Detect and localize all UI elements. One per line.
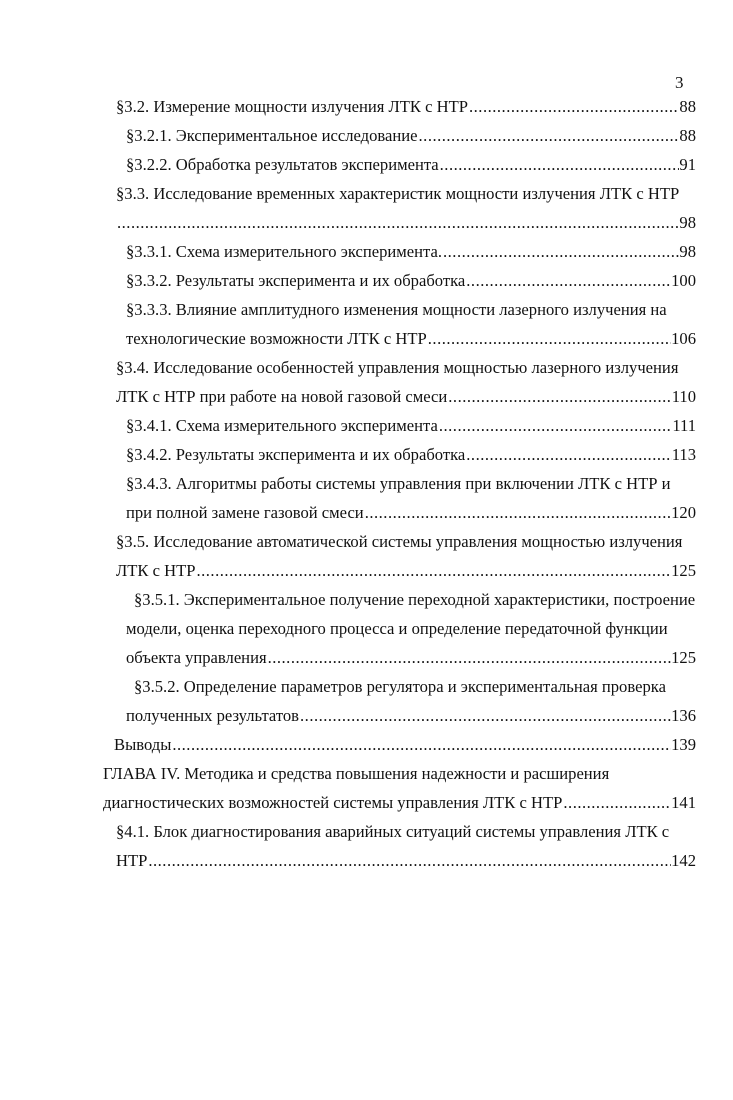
- toc-entry-3-5[interactable]: [116, 559, 696, 583]
- toc-leader-dots: [418, 124, 680, 148]
- toc-leader-dots: [116, 211, 679, 235]
- toc-entry-3-5-1[interactable]: [126, 646, 696, 670]
- toc-entry-page: 106: [671, 329, 696, 348]
- toc-entry-3-3-3-title[interactable]: §3.3.3. Влияние амплитудного изменения мощности лазерного излучения на: [126, 300, 667, 319]
- toc-entry-title: §3.2. Измерение мощности излучения ЛТК с НТР: [116, 97, 468, 116]
- toc-entry-page: 136: [671, 706, 696, 725]
- toc-leader-dots: [171, 733, 671, 757]
- toc-entry-page: 139: [671, 735, 696, 754]
- toc-leader-dots: [267, 646, 672, 670]
- toc-leader-dots: [447, 385, 671, 409]
- toc-entry-3-3-2[interactable]: [126, 269, 696, 293]
- toc-entry-3-3-1[interactable]: [126, 240, 696, 264]
- toc-entry-chapter-4-title[interactable]: ГЛАВА IV. Методика и средства повышения надежности и расширения: [103, 764, 610, 783]
- toc-leader-dots: [465, 269, 671, 293]
- toc-entry-title-cont: ЛТК с НТР при работе на новой газовой смеси: [116, 387, 448, 406]
- toc-entry-3-4-title[interactable]: §3.4. Исследование особенностей управления мощностью лазерного излучения: [116, 358, 679, 377]
- toc-entry-3-4-3[interactable]: [126, 501, 696, 525]
- toc-entry-3-2-1[interactable]: [126, 124, 696, 148]
- page-number: 3: [675, 73, 684, 92]
- toc-entry-chapter-4[interactable]: [103, 791, 696, 815]
- toc-entry-title-cont: НТР: [116, 851, 148, 870]
- toc-entry-3-4-1[interactable]: [126, 414, 696, 438]
- toc-leader-dots: [195, 559, 671, 583]
- toc-leader-dots: [438, 414, 672, 438]
- toc-entry-3-5-2[interactable]: [126, 704, 696, 728]
- toc-entry-page: 125: [671, 648, 696, 667]
- toc-entry-3-5-title[interactable]: §3.5. Исследование автоматической системы управления мощностью излучения: [116, 532, 683, 551]
- toc-entry-title: §3.2.1. Экспериментальное исследование: [126, 126, 418, 145]
- toc-entry-page: 100: [671, 271, 696, 290]
- toc-entry-page: 98: [679, 213, 696, 232]
- toc-entry-title: Выводы: [114, 735, 172, 754]
- toc-leader-dots: [465, 443, 671, 467]
- toc-leader-dots: [364, 501, 671, 525]
- toc-leader-dots: [439, 153, 680, 177]
- toc-entry-title-cont: ЛТК с НТР: [116, 561, 196, 580]
- toc-leader-dots: [468, 95, 679, 119]
- toc-entry-3-4-3-title[interactable]: §3.4.3. Алгоритмы работы системы управления при включении ЛТК с НТР и: [126, 474, 671, 493]
- toc-entry-page: 142: [671, 851, 696, 870]
- toc-entry-title-cont: полученных результатов: [126, 706, 300, 725]
- toc-entry-3-3[interactable]: [116, 211, 696, 235]
- toc-leader-dots: [427, 327, 671, 351]
- toc-entry-conclusions[interactable]: [114, 733, 696, 757]
- toc-entry-title: §3.4.2. Результаты эксперимента и их обработка: [126, 445, 466, 464]
- toc-entry-title-cont: диагностических возможностей системы управления ЛТК с НТР: [103, 793, 563, 812]
- toc-entry-3-3-3[interactable]: [126, 327, 696, 351]
- toc-leader-dots: [562, 791, 671, 815]
- toc-entry-3-2[interactable]: [116, 95, 696, 119]
- toc-entry-page: 111: [672, 416, 696, 435]
- toc-entry-page: 120: [671, 503, 696, 522]
- toc-entry-3-4[interactable]: [116, 385, 696, 409]
- toc-entry-title-cont: при полной замене газовой смеси: [126, 503, 364, 522]
- toc-entry-3-5-1-title-mid: модели, оценка переходного процесса и определение передаточной функции: [126, 619, 668, 638]
- toc-entry-page: 110: [671, 387, 696, 406]
- toc-entry-4-1[interactable]: [116, 849, 696, 873]
- toc-entry-3-4-2[interactable]: [126, 443, 696, 467]
- toc-entry-title-cont: объекта управления: [126, 648, 267, 667]
- toc-entry-title: §3.4.1. Схема измерительного эксперимента: [126, 416, 438, 435]
- toc-entry-3-5-1-title[interactable]: §3.5.1. Экспериментальное получение переходной характеристики, построение: [134, 590, 696, 609]
- toc-leader-dots: [147, 849, 671, 873]
- toc-entry-title-cont: технологические возможности ЛТК с НТР: [126, 329, 427, 348]
- toc-entry-title: §3.2.2. Обработка результатов эксперимента: [126, 155, 439, 174]
- toc-entry-3-5-2-title[interactable]: §3.5.2. Определение параметров регулятора и экспериментальная проверка: [134, 677, 666, 696]
- toc-entry-page: 91: [679, 155, 696, 174]
- toc-entry-4-1-title[interactable]: §4.1. Блок диагностирования аварийных ситуаций системы управления ЛТК с: [116, 822, 670, 841]
- toc-entry-page: 113: [671, 445, 696, 464]
- toc-entry-page: 125: [671, 561, 696, 580]
- toc-entry-3-2-2[interactable]: [126, 153, 696, 177]
- toc-entry-page: 88: [679, 97, 696, 116]
- toc-entry-page: 88: [679, 126, 696, 145]
- toc-leader-dots: [442, 240, 679, 264]
- toc-entry-page: 98: [679, 242, 696, 261]
- toc-entry-page: 141: [671, 793, 696, 812]
- toc-entry-3-3-title[interactable]: §3.3. Исследование временных характеристик мощности излучения ЛТК с НТР: [116, 184, 680, 203]
- toc-leader-dots: [299, 704, 671, 728]
- toc-entry-title: §3.3.1. Схема измерительного эксперимента.: [126, 242, 442, 261]
- toc-entry-title: §3.3.2. Результаты эксперимента и их обработка: [126, 271, 466, 290]
